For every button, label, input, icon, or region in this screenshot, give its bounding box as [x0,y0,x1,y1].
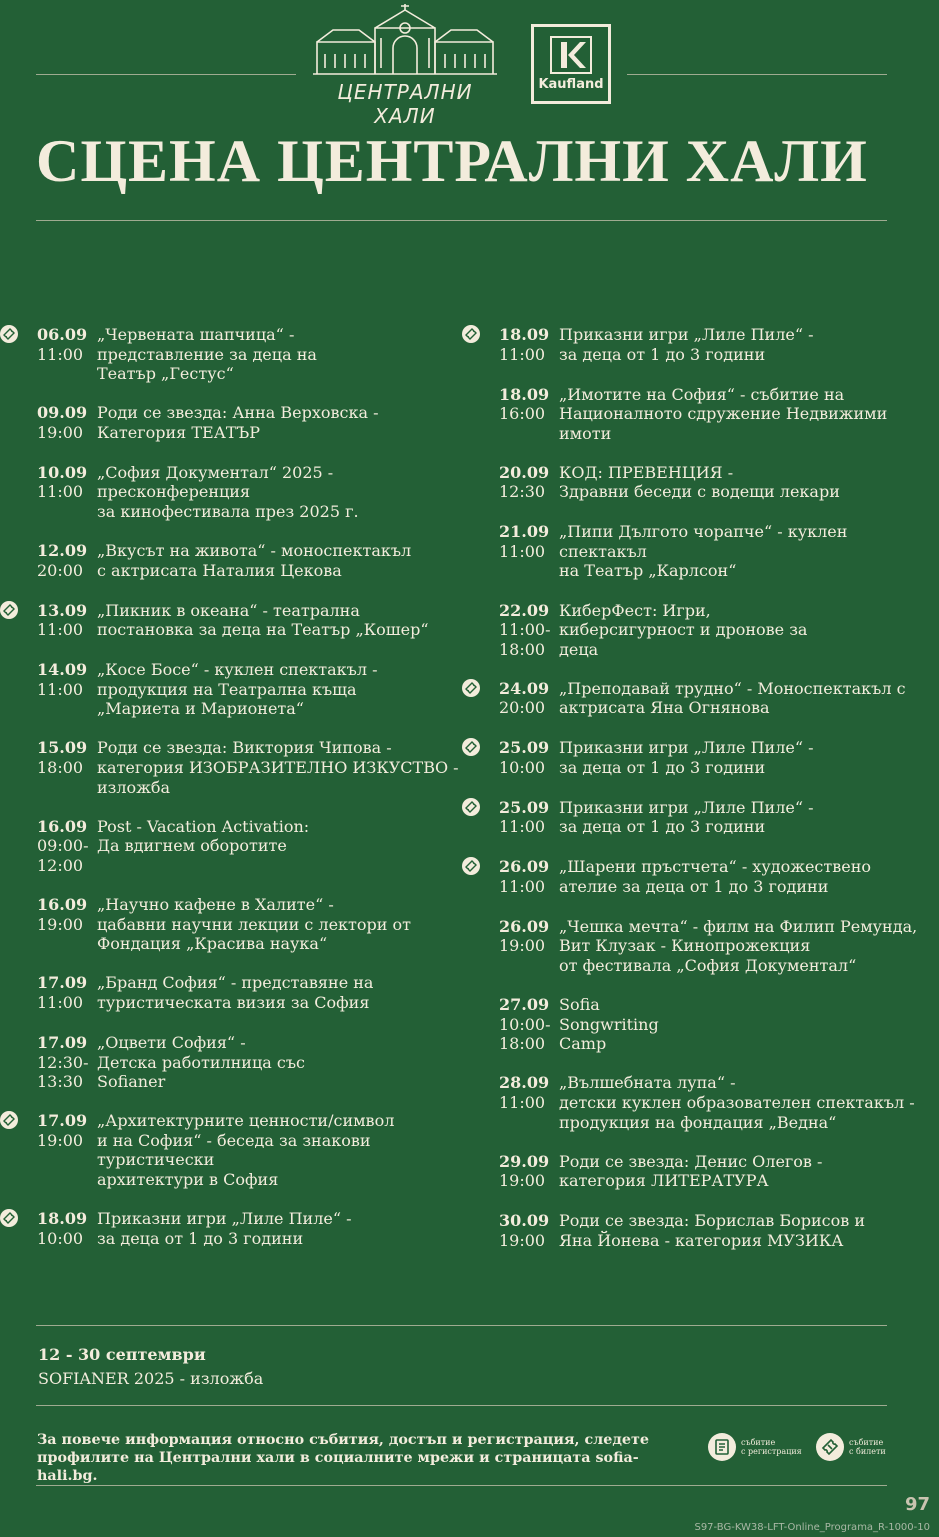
central-halls-logo-text: ЦЕНТРАЛНИ ХАЛИ [337,80,473,128]
event-description: „Червената шапчица“ - представление за деца на Театър „Гестус“ [97,325,317,384]
event-item [462,385,939,444]
event-description: Приказни игри „Лиле Пиле“ - за деца от 1 до 3 години [559,738,814,777]
event-time: 18:00 [37,757,84,777]
ticket-icon [821,1438,839,1456]
event-date: 26.09 [499,857,550,877]
event-item [0,1209,490,1249]
event-description: „Вълшебната лупа“ - детски куклен образователен спектакъл - продукция на фондация „Ведна“ [559,1073,915,1132]
event-description: Sofia Songwriting Camp [559,995,659,1054]
ticket-icon [462,857,480,875]
footer-rule-top [36,1325,887,1326]
event-time: 11:00 [499,876,546,896]
event-item [462,917,939,976]
event-date: 20.09 [499,462,550,482]
event-item [462,738,939,778]
event-description: „Чешка мечта“ - филм на Филип Ремунда, Вит Клузак - Кинопрожекция от фестивала „София Документал“ [559,916,918,976]
event-date: 15.09 [37,738,88,758]
ticket-icon [462,325,480,343]
event-item [462,522,939,581]
event-date: 25.09 [499,797,550,817]
event-item [462,995,939,1054]
event-time: 10:00- 18:00 [499,1014,551,1054]
event-time: 11:00 [499,344,546,364]
event-description: „Вкусът на живота“ - моноспектакъл с актрисата Наталия Цекова [97,541,412,580]
kaufland-k-icon [550,36,592,74]
event-item [0,601,490,641]
title-rule [36,220,887,221]
kaufland-logo [531,24,611,104]
event-item [462,679,939,719]
event-item [462,1211,939,1251]
event-date: 28.09 [499,1073,550,1093]
ticket-icon [462,679,480,697]
event-item [0,325,490,384]
event-time: 11:00 [499,1093,546,1112]
ticket-icon [0,601,18,619]
event-description: Приказни игри „Лиле Пиле“ - за деца от 1 до 3 години [559,325,814,364]
event-time: 11:00 [37,344,84,364]
event-time: 11:00 [499,541,546,561]
event-date: 30.09 [499,1211,550,1231]
header-rule-left [36,74,296,75]
event-item [462,463,939,503]
event-date: 24.09 [499,678,550,698]
event-time: 11:00 [37,679,84,699]
ticket-icon [462,738,480,756]
event-item [0,1033,490,1092]
event-description: Роди се звезда: Борислав Борисов и Яна Йонева - категория МУЗИКА [559,1211,866,1250]
event-item [462,857,939,897]
exhibition-name: SOFIANER 2025 - изложба [38,1369,264,1388]
event-date: 18.09 [499,325,550,344]
event-time: 11:00- 18:00 [499,620,551,659]
tickets-legend-icon [816,1433,844,1461]
event-item [462,798,939,838]
event-time: 12:30 [499,482,546,502]
event-time: 11:00 [37,482,84,502]
event-time: 10:00 [37,1228,84,1248]
document-code: S97-BG-KW38-LFT-Online_Programa_R-1000-10 [694,1522,930,1533]
event-item [462,1073,939,1132]
event-time: 12:30- 13:30 [37,1052,89,1092]
event-description: КОД: ПРЕВЕНЦИЯ - Здравни беседи с водещи лекари [559,462,840,502]
event-date: 16.09 [37,816,88,836]
event-item [0,463,490,522]
registration-legend-label: събитие с регистрация [741,1438,802,1456]
tickets-legend-label: събитие с билети [849,1438,886,1456]
event-item [462,1152,939,1192]
event-time: 19:00 [499,936,546,956]
event-date: 18.09 [37,1209,88,1229]
central-halls-logo [305,4,505,128]
event-time: 11:00 [37,993,84,1012]
event-date: 18.09 [499,384,550,404]
event-item [0,738,490,797]
event-time: 11:00 [499,817,546,837]
event-time: 20:00 [37,560,84,580]
event-time: 16:00 [499,404,546,424]
event-date: 22.09 [499,600,550,620]
event-date: 27.09 [499,995,550,1015]
event-description: „Научно кафене в Халите“ - цабавни научни лекции с лектори от Фондация „Красива наука“ [97,895,412,954]
event-description: Приказни игри „Лиле Пиле“ - за деца от 1 до 3 години [559,797,814,837]
page-number: 97 [904,1494,930,1515]
event-date: 29.09 [499,1151,550,1171]
event-date: 25.09 [499,738,550,758]
registration-legend-icon [708,1433,736,1461]
event-date: 13.09 [37,600,88,620]
event-time: 11:00 [37,620,84,640]
event-date: 17.09 [37,1032,88,1052]
event-time: 19:00 [37,422,84,442]
event-date: 26.09 [499,916,550,936]
events-column-left [0,325,490,1269]
form-icon [713,1438,731,1456]
event-description: Post - Vacation Activation: Да вдигнем оборотите [97,816,310,856]
event-description: „Бранд София“ - представяне на туристическата визия за София [97,973,374,1012]
event-date: 09.09 [37,403,88,423]
event-item [0,660,490,719]
event-description: „Имотите на София“ - събитие на Националното сдружение Недвижими имоти [559,384,888,443]
more-info-text: За повече информация относно събития, достъп и регистрация, следете профилите на Централни хали в социалните мрежи и страницата sofia-hali.bg. [37,1432,649,1484]
event-date: 14.09 [37,660,88,680]
event-description: „Пипи Дългото чорапче“ - куклен спектакъл на Театър „Карлсон“ [559,522,848,581]
event-time: 19:00 [37,914,84,934]
header-rule-right [627,74,887,75]
building-icon [311,4,499,78]
event-date: 10.09 [37,462,88,482]
event-description: „Косе Босе“ - куклен спектакъл - продукция на Театрална къща „Мариета и Марионета“ [97,660,378,719]
ticket-icon [462,798,480,816]
event-time: 19:00 [499,1230,546,1250]
ticket-icon [0,325,18,343]
event-item [0,403,490,443]
event-item [0,541,490,581]
events-column-right [462,325,939,1271]
event-time: 20:00 [499,698,546,718]
footer-rule-bottom [36,1485,887,1486]
event-item [462,325,939,365]
event-description: КиберФест: Игри, киберсигурност и дронове за деца [559,600,808,659]
event-description: „Шарени пръстчета“ - художествено ателие за деца от 1 до 3 години [559,857,871,896]
event-item [0,973,490,1013]
event-date: 17.09 [37,1111,88,1131]
event-item [0,817,490,876]
event-date: 21.09 [499,522,550,542]
footer-rule-middle [36,1405,887,1406]
event-description: „Оцвети София“ - Детска работилница със Sofianer [97,1032,305,1092]
event-time: 09:00- 12:00 [37,836,89,875]
event-description: „Архитектурните ценности/символ и на София“ - беседа за знакови туристически архитектури в София [97,1111,395,1189]
page-title: СЦЕНА ЦЕНТРАЛНИ ХАЛИ [36,128,868,194]
event-description: „Преподавай трудно“ - Моноспектакъл с актрисата Яна Огнянова [559,678,906,718]
event-description: „София Документал“ 2025 - пресконференция за кинофестивала през 2025 г. [97,462,359,521]
ticket-icon [0,1111,18,1129]
exhibition-dates: 12 - 30 септември [38,1345,206,1364]
event-description: Роди се звезда: Виктория Чипова - категория ИЗОБРАЗИТЕЛНО ИЗКУСТВО - изложба [97,738,459,797]
ticket-icon [0,1209,18,1227]
event-time: 10:00 [499,757,546,777]
event-description: „Пикник в океана“ - театрална постановка за деца на Театър „Кошер“ [97,600,429,640]
event-description: Роди се звезда: Денис Олегов - категория ЛИТЕРАТУРА [559,1151,823,1191]
event-item [0,1111,490,1189]
event-time: 19:00 [499,1171,546,1191]
event-description: Приказни игри „Лиле Пиле“ - за деца от 1 до 3 години [97,1209,352,1248]
event-date: 12.09 [37,541,88,561]
event-time: 19:00 [37,1130,84,1150]
event-date: 06.09 [37,325,88,344]
event-item [0,895,490,954]
event-date: 17.09 [37,973,88,993]
kaufland-logo-text: Kaufland [538,77,604,92]
event-item [462,601,939,660]
event-description: Роди се звезда: Анна Верховска - Категория ТЕАТЪР [97,403,379,442]
event-date: 16.09 [37,895,88,915]
